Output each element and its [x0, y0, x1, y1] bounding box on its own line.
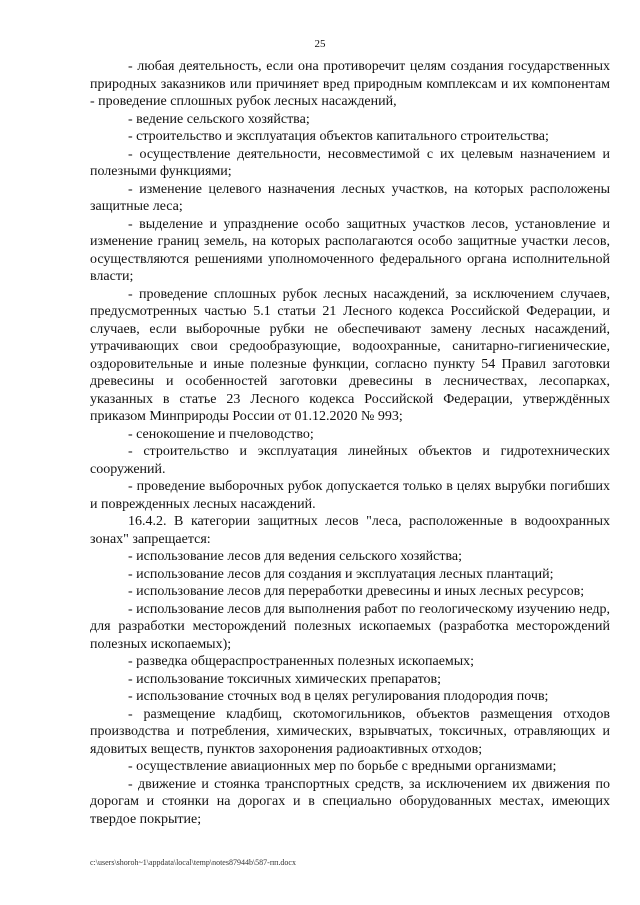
list-item: - использование сточных вод в целях регулирования плодородия почв;: [128, 689, 549, 704]
list-item: - размещение кладбищ, скотомогильников, объектов размещения отходов производства и потребления, химических, взрывчатых, токсичных, отравляющих и ядовитых веществ, пунктов захоронения радиоактивных отходов;: [90, 706, 610, 757]
section-heading-paragraph: 16.4.2. В категории защитных лесов "леса, расположенные в водоохранных зонах" запрещается:: [90, 514, 610, 547]
list-item: - выделение и упразднение особо защитных участков лесов, установление и изменение границ земель, на которых располагаются особо защитные участки лесов, осуществляются решениями уполномоченного федерального органа исполнительной власти;: [90, 216, 610, 284]
list-item: - осуществление авиационных мер по борьбе с вредными организмами;: [128, 759, 557, 774]
list-item: - любая деятельность, если она противоречит целям создания государственных природных заказников или причиняет вред природным комплексам и их компонентам - проведение сплошных рубок лесных насаждений,: [90, 59, 610, 109]
list-item: - использование лесов для ведения сельского хозяйства;: [128, 549, 463, 564]
list-item: - разведка общераспространенных полезных ископаемых;: [128, 654, 475, 669]
list-item: - использование лесов для переработки древесины и иных лесных ресурсов;: [128, 584, 585, 599]
list-item: - проведение выборочных рубок допускается только в целях вырубки погибших и поврежденных лесных насаждений.: [90, 479, 610, 512]
list-item: - движение и стоянка транспортных средств, за исключением их движения по дорогам и стоянки на дорогах и в специально оборудованных местах, имеющих твердое покрытие;: [90, 776, 610, 827]
list-item: - изменение целевого назначения лесных участков, на которых расположены защитные леса;: [90, 181, 610, 214]
list-item: - использование лесов для создания и эксплуатация лесных плантаций;: [128, 566, 554, 582]
document-body: [90, 58, 610, 828]
list-item: - проведение сплошных рубок лесных насаждений, за исключением случаев, предусмотренных частью 5.1 статьи 21 Лесного кодекса Российской Федерации, и случаев, если выборочные рубки не обеспечивают замену лесных насаждений, утрачивающих свои средообразующие, водоохранные, санитарно-гигиенические, оздоровительные и иные полезные функции, согласно пункту 54 Правил заготовки древесины и особенностей заготовки древесины в лесничествах, лесопарках, указанных в статье 23 Лесного кодекса Российской Федерации, утверждённых приказом Минприроды России от 01.12.2020 № 993;: [90, 286, 610, 424]
list-item: - сенокошение и пчеловодство;: [128, 426, 314, 442]
list-item: - строительство и эксплуатация линейных объектов и гидротехнических сооружений.: [90, 444, 610, 477]
list-item: - использование токсичных химических препаратов;: [128, 671, 442, 687]
list-item: - ведение сельского хозяйства;: [128, 111, 310, 127]
page-number: 25: [314, 38, 326, 50]
list-item: - использование лесов для выполнения работ по геологическому изучению недр, для разработки месторождений полезных ископаемых (разработка месторождений полезных ископаемых);: [90, 601, 610, 652]
list-item: - строительство и эксплуатация объектов капитального строительства;: [128, 129, 549, 144]
file-path-footer: c:\users\shoroh~1\appdata\local\temp\notes87944b\587-пп.docx: [90, 858, 296, 867]
list-item: - осуществление деятельности, несовместимой с их целевым назначением и полезными функциями;: [90, 146, 610, 179]
